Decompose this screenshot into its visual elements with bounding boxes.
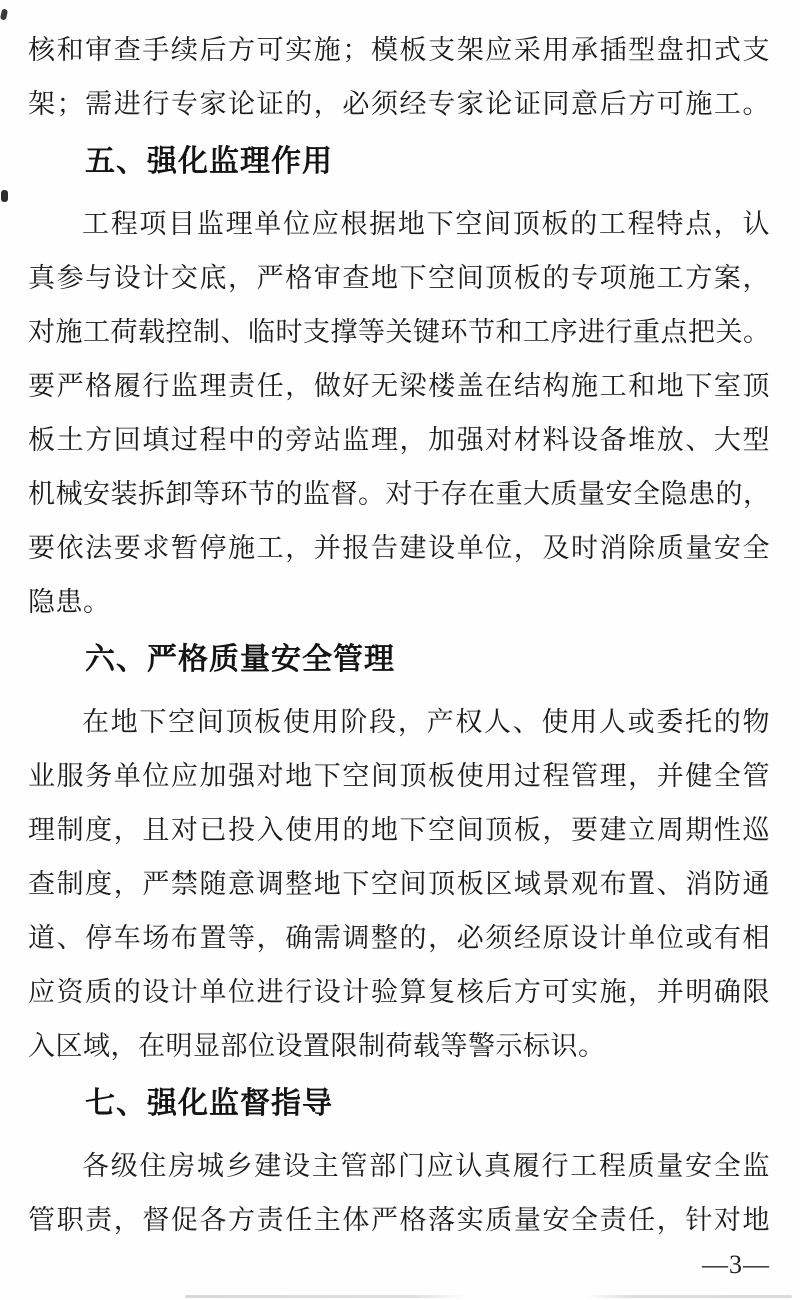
section-heading-7: 七、强化监督指导: [85, 1087, 333, 1120]
body-line: 隐患。: [28, 587, 111, 617]
body-line: 查制度，严禁随意调整地下空间顶板区域景观布置、消防通: [28, 869, 770, 899]
scan-artifact-streak: [185, 1295, 792, 1298]
page-number: —3—: [702, 1250, 770, 1279]
body-line: 道、停车场布置等，确需调整的，必须经原设计单位或有相: [28, 923, 770, 953]
body-line: 架；需进行专家论证的，必须经专家论证同意后方可施工。: [28, 89, 770, 119]
body-line: 机械安装拆卸等环节的监督。对于存在重大质量安全隐患的，: [28, 479, 771, 509]
body-line: 核和审查手续后方可实施；模板支架应采用承插型盘扣式支: [28, 35, 770, 65]
body-line: 对施工荷载控制、临时支撑等关键环节和工序进行重点把关。: [28, 317, 771, 347]
body-line: 业服务单位应加强对地下空间顶板使用过程管理，并健全管: [28, 761, 770, 791]
scan-artifact-dot: [1, 190, 8, 202]
body-line: 各级住房城乡建设主管部门应认真履行工程质量安全监: [82, 1151, 770, 1181]
body-line: 在地下空间顶板使用阶段，产权人、使用人或委托的物: [82, 707, 770, 737]
section-heading-5: 五、强化监理作用: [85, 145, 333, 178]
body-line: 应资质的设计单位进行设计验算复核后方可实施，并明确限: [28, 977, 770, 1007]
body-line: 要依法要求暂停施工，并报告建设单位，及时消除质量安全: [28, 533, 770, 563]
body-line: 工程项目监理单位应根据地下空间顶板的工程特点，认: [82, 209, 770, 239]
body-line: 板土方回填过程中的旁站监理，加强对材料设备堆放、大型: [28, 425, 770, 455]
body-line: 要严格履行监理责任，做好无梁楼盖在结构施工和地下室顶: [28, 371, 770, 401]
body-line: 管职责，督促各方责任主体严格落实质量安全责任，针对地: [28, 1205, 770, 1235]
body-line: 真参与设计交底，严格审查地下空间顶板的专项施工方案，: [28, 263, 770, 293]
body-line: 理制度，且对已投入使用的地下空间顶板，要建立周期性巡: [28, 815, 770, 845]
body-line: 入区域，在明显部位设置限制荷载等警示标识。: [28, 1031, 606, 1061]
section-heading-6: 六、严格质量安全管理: [85, 643, 395, 676]
